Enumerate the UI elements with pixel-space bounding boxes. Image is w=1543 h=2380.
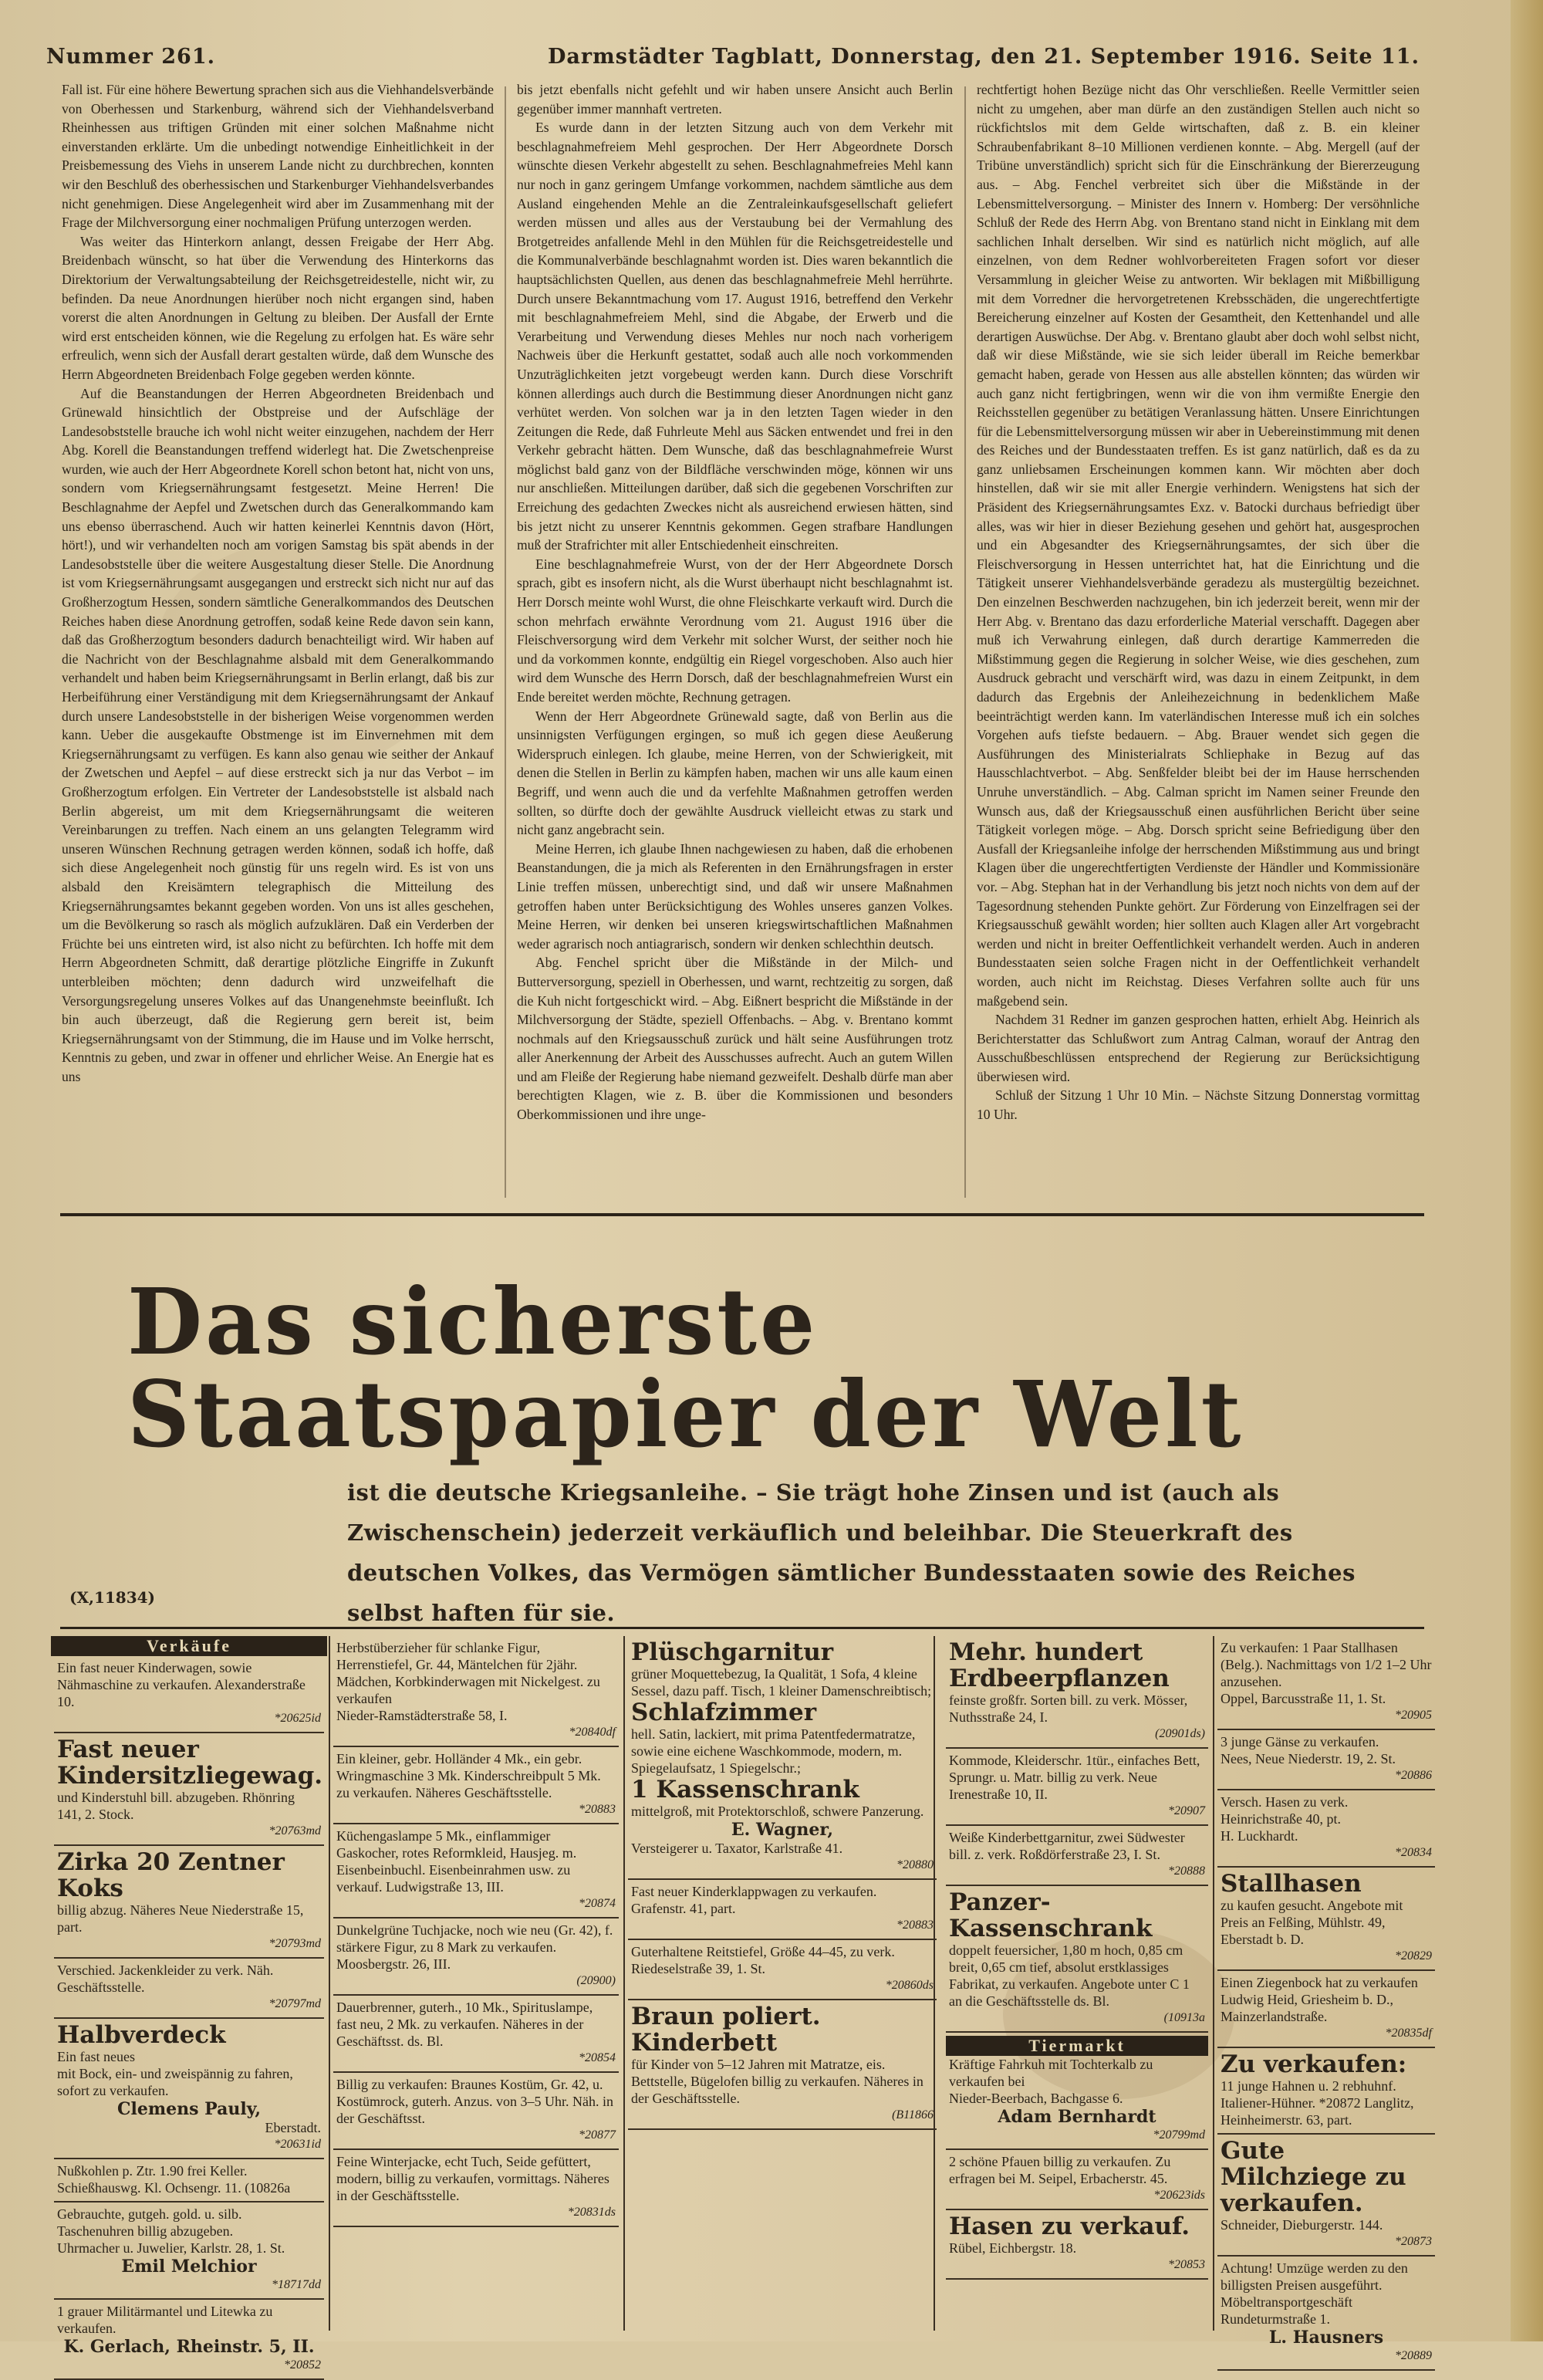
classified-code: *20797md [268, 1997, 321, 2010]
classified-ad [1217, 1868, 1435, 1971]
classified-ad [333, 1996, 619, 2073]
classified-text: Nieder-Ramstädterstraße 58, I. [336, 1708, 508, 1723]
classified-code: *20888 [1168, 1864, 1205, 1878]
ad-body-text: ist die deutsche Kriegsanleihe. – Sie trägt hohe Zinsen und ist (auch als Zwischenschein) jederzeit verkäuflich und beleihbar. Die Steuerkraft des deutschen Volkes, das Vermögen sämtlicher Bundesstaaten sowie des Reiches selbst haften für sie. [347, 1479, 1356, 1626]
classified-code: *20883 [896, 1919, 934, 1932]
classified-ad [946, 1749, 1208, 1826]
classified-text: Verschied. Jackenkleider zu verk. Näh. Geschäftsstelle. [57, 1962, 274, 1995]
classified-ad [628, 1636, 937, 1880]
column-rule [505, 86, 506, 1198]
ad-code: (X,11834) [69, 1588, 155, 1607]
classified-code: *20793md [268, 1937, 321, 1950]
classified-text: Dauerbrenner, guterh., 10 Mk., Spirituslampe, fast neu, 2 Mk. zu verkaufen. Näheres in der Geschäftsst. ds. Bl. [336, 2000, 593, 2049]
article-paragraph: Wenn der Herr Abgeordnete Grünewald sagte, daß von Berlin aus die unsinnigsten Verfügungen ergingen, so muß ich gegen diese Aeußerung Widerspruch einlegen. Ich glaube, meine Herren, von der Schwierigkeit, mit denen die Stellen in Berlin zu kämpfen haben, machen wir uns alle kaum einen Begriff, und wenn auch die und da verfehlte Maßnahmen getroffen werden sollten, so dürfte doch der gewählte Ausdruck vielleicht etwas zu stark und nicht ganz angebracht sein. [517, 708, 953, 838]
classified-text: Rübel, Eichbergstr. 18. [949, 2240, 1077, 2256]
classified-text: hell. Satin, lackiert, mit prima Patentfedermatratze, sowie eine eichene Waschkommode, modern, m. Spiegelaufsatz, 1 Spiegelschr.; [631, 1726, 916, 1776]
classified-headline: Plüschgarnitur [631, 1638, 834, 1666]
classified-ad [1217, 1730, 1435, 1790]
classified-advertiser: E. Wagner, [731, 1820, 834, 1840]
classified-text: Gebrauchte, gutgeh. gold. u. silb. Taschenuhren billig abzugeben. [57, 2206, 242, 2239]
article-paragraph: Eine beschlagnahmefreie Wurst, von der der Herr Abgeordnete Dorsch sprach, gibt es insofern nicht, als die Wurst überhaupt nicht beschlagnahmt ist. Herr Dorsch meinte wohl Wurst, die ohne Fleischkarte verkauft wird. Durch die schon mehrfach erwähnte Verordnung vom 21. August 1916 über die Fleischversorgung wird dem Verkehr mit solcher Wurst, der seither noch hie und da vorkommen konnte, endgültig ein Riegel vorgeschoben. Also auch hier wird dem Wunsche des Herrn Dorsch, daß der beschlagnahmefreien Wurst ein Ende bereitet werden möchte, Rechnung getragen. [517, 556, 953, 705]
classified-text: billig abzug. Näheres Neue Niederstraße 15, part. [57, 1902, 304, 1935]
classified-code: *20840df [569, 1726, 616, 1739]
classified-code: *20631id [274, 2138, 321, 2151]
classified-column-4 [946, 1636, 1208, 2331]
classified-text: Kommode, Kleiderschr. 1tür., einfaches Bett, Sprungr. u. Matr. billig zu verk. Neue Irenestraße 10, II. [949, 1753, 1200, 1802]
classified-text: feinste großfr. Sorten bill. zu verk. Mösser, Nuthsstraße 24, I. [949, 1692, 1188, 1725]
classified-text: Zu verkaufen: 1 Paar Stallhasen (Belg.). Nachmittags von 1/2 1–2 Uhr anzusehen. [1221, 1640, 1432, 1689]
classified-headline: Mehr. hundert Erdbeerpflanzen [949, 1638, 1170, 1692]
classified-headline: Schlafzimmer [631, 1699, 817, 1726]
newspaper-title-line: Darmstädter Tagblatt, Donnerstag, den 21. September 1916. [548, 45, 1302, 69]
classified-code: *20831ds [567, 2206, 616, 2219]
classified-code: *20625id [274, 1712, 321, 1725]
classified-ad [333, 1747, 619, 1824]
article-paragraph: Meine Herren, ich glaube Ihnen nachgewiesen zu haben, daß die erhobenen Beanstandungen, die ja mich als Referenten in den Ernährungsfragen in erster Linie treffen müssen, unberechtigt sind, und daß wir unsere Maßnahmen getroffen haben unter Berücksichtigung des Wohles unseres ganzen Volkes. Meine Herren, wir denken bei unseren kriegswirtschaftlichen Maßnahmen weder agrarisch noch antiagrarisch, sondern wir denken schlechthin deutsch. [517, 840, 953, 952]
classified-text: Dunkelgrüne Tuchjacke, noch wie neu (Gr. 42), f. stärkere Figur, zu 8 Mark zu verkaufen. Moosbergstr. 26, III. [336, 1922, 613, 1972]
classified-ad [333, 1824, 619, 1919]
classified-code: *20905 [1395, 1709, 1432, 1722]
classified-text: doppelt feuersicher, 1,80 m hoch, 0,85 cm breit, 0,65 cm tief, absolut erstklassiges Fabrikat, zu verkaufen. Angebote unter C 1 an die Geschäftsstelle ds. Bl. [949, 1942, 1190, 2009]
classified-code: *20874 [579, 1897, 616, 1910]
classified-code: *20799md [1153, 2128, 1205, 2142]
classified-text: Uhrmacher u. Juwelier, Karlstr. 28, 1. St. [57, 2240, 285, 2256]
classified-text: Fast neuer Kinderklappwagen zu verkaufen. Grafenstr. 41, part. [631, 1884, 877, 1916]
classified-text: 2 schöne Pfauen billig zu verkaufen. Zu erfragen bei M. Seipel, Erbacherstr. 45. [949, 2154, 1171, 2186]
article-column-3 [977, 80, 1420, 1207]
classified-code: *20623ids [1153, 2189, 1205, 2202]
article-paragraph: bis jetzt ebenfalls nicht gefehlt und wir haben unsere Ansicht auch Berlin gegenüber immer mannhaft vertreten. [517, 82, 953, 117]
classified-ads [54, 1636, 1435, 2372]
classified-code: *20835df [1385, 2027, 1432, 2040]
classified-column-5 [1217, 1636, 1435, 2362]
classified-text: grüner Moquettebezug, Ia Qualität, 1 Sofa, 4 kleine Sessel, dazu paff. Tisch, 1 kleiner Damenschreibtisch; [631, 1666, 932, 1699]
classified-ad [1217, 1971, 1435, 2048]
classified-ad [1217, 1636, 1435, 1730]
column-rule [1213, 1636, 1214, 2331]
article-paragraph: Was weiter das Hinterkorn anlangt, dessen Freigabe der Herr Abg. Breidenbach wünscht, so hat über die Verwendung des Hinterkorns das Direktorium der Verwaltungsabteilung der Reichsgetreidestelle, nicht wir, zu befinden. Da neue Anordnungen hierüber noch nicht ergangen sind, haben vorerst die alten Anordnungen in Geltung zu bleiben. Der Ausfall der Ernte wird erst entscheiden können, wie die Regelung zu erfolgen hat. Es wäre sehr erfreulich, wenn sich der Ausfall derart gestalten würde, daß dem Wunsche des Herrn Abgeordneten Breidenbach Folge gegeben werden könnte. [62, 233, 494, 382]
classified-text: Ein kleiner, gebr. Holländer 4 Mk., ein gebr. Wringmaschine 3 Mk. Kinderschreibpult 5 Mk. zu verkaufen. Näheres Geschäftsstelle. [336, 1751, 601, 1800]
classified-text: Achtung! Umzüge werden zu den billigsten Preisen ausgeführt. [1221, 2260, 1408, 2293]
classified-text: und Kinderstuhl bill. abzugeben. Rhönring 141, 2. Stock. [57, 1790, 295, 1822]
section-divider [60, 1213, 1424, 1216]
classified-code: (10913a [1163, 2011, 1205, 2024]
article-paragraph: Schluß der Sitzung 1 Uhr 10 Min. – Nächste Sitzung Donnerstag vormittag 10 Uhr. [977, 1087, 1420, 1123]
classified-ad [54, 1656, 324, 1733]
article-paragraph: Fall ist. Für eine höhere Bewertung sprachen sich aus die Viehhandelsverbände von Oberhessen und Starkenburg, während sich der Viehhandelsverband Rheinhessen aus triftigen Gründen mit einer solchen Maßnahme nicht einverstanden erklärte. Um die unbedingt notwendige Einheitlichkeit in der Preisbemessung des Viehs in unserem Lande nicht zu durchbrechen, konnten wir den Beschluß des oberhessischen und Starkenburger Viehhandelsverbandes nicht genehmigen. Diese Angelegenheit wird aber im Zusammenhang mit der Frage der Milchversorgung einer nochmaligen Prüfung unterzogen werden. [62, 82, 494, 231]
classified-code: *20854 [579, 2051, 616, 2064]
classified-headline: Gute Milchziege zu verkaufen. [1221, 2137, 1406, 2217]
classified-headline: Stallhasen [1221, 1870, 1362, 1898]
classified-ad [54, 2300, 324, 2380]
classified-code: *20852 [284, 2358, 321, 2372]
classified-ad [54, 2019, 324, 2159]
classified-text: Versteigerer u. Taxator, Karlstraße 41. [631, 1841, 843, 1856]
classified-ad [628, 1880, 937, 1940]
page-number: Seite 11. [1310, 45, 1420, 69]
classified-place: Eberstadt. [265, 2120, 321, 2135]
classified-text: 3 junge Gänse zu verkaufen. [1221, 1734, 1379, 1750]
classified-advertiser: K. Gerlach, Rheinstr. 5, II. [63, 2337, 315, 2357]
classified-text: mittelgroß, mit Protektorschloß, schwere Panzerung. [631, 1804, 924, 1819]
column-rule [934, 1636, 935, 2331]
classified-text: Versch. Hasen zu verk. Heinrichstraße 40, pt. [1221, 1794, 1349, 1827]
article-paragraph: Es wurde dann in der letzten Sitzung auch von dem Verkehr mit beschlagnahmefreiem Mehl gesprochen. Der Herr Abgeordnete Dorsch wünschte diesen Verkehr abgestellt zu sehen. Beschlagnahmefreies Mehl kann nur noch in ganz geringem Umfange vorkommen, nachdem sämtliche aus dem Ausland eingehenden Mehle an die Zentraleinkaufsgesellschaft geliefert werden müssen und alles aus der Verstaubung bei der Vermahlung des Brotgetreides anfallende Mehl in den Mühlen für die Reichsgetreidestelle und die Kommunalverbände beschlagnahmt worden ist. Dies waren bekanntlich die hauptsächlichsten Quellen, aus denen das beschlagnahmefreie Mehl herrührte. Durch unsere Bekanntmachung vom 17. August 1916, betreffend den Verkehr mit beschlagnahmefreiem Mehl, sind die Abgabe, der Erwerb und die Verarbeitung und Verwendung dieses Mehles nur noch nach vorherigem Nachweis über die Herkunft gestattet, sodaß auch alle noch vorkommenden Unzuträglichkeiten jetzt vorgebeugt werden kann. Durch diese Vorschrift können allerdings auch durch die Bestimmung dieser Anordnungen nicht ganz verhütet werden. Von solchen war ja in den letzten Tagen wieder in den Zeitungen die Rede, daß Fuhrleute Mehl aus Säcken entwendet und frei in den Verkehr gebracht hätten. Dem Wunsche, daß das beschlagnahmefreie Wurst möglichst bald ganz von der Bildfläche verschwinden möge, können wir uns nur anschließen. Mitteilungen darüber, daß sich die gegebenen Vorschriften zur Erreichung des gedachten Zweckes nicht als ausreichend erwiesen hätten, sind bis jetzt nicht zu unserer Kenntnis gekommen. Gegen strafbare Handlungen muß der Strafrichter mit aller Entschiedenheit einschreiten. [517, 120, 953, 553]
classified-code: *20883 [579, 1803, 616, 1816]
classified-code: *20873 [1395, 2235, 1432, 2248]
classified-column-2 [333, 1636, 619, 2331]
classified-ad [54, 1959, 324, 2019]
classified-code: *20834 [1395, 1846, 1432, 1859]
classified-headline: Fast neuer Kindersitzliegewag. [57, 1736, 323, 1790]
classified-text: mit Bock, ein- und zweispännig zu fahren, sofort zu verkaufen. [57, 2066, 293, 2098]
classified-ad [54, 2203, 324, 2300]
classified-ad [1217, 2257, 1435, 2371]
classified-code: *20880 [896, 1858, 934, 1871]
war-bond-advertisement [62, 1225, 1420, 1626]
column-rule [964, 86, 966, 1198]
classified-ad [946, 1886, 1208, 2033]
classified-code: *20907 [1168, 1804, 1205, 1817]
classified-ad [628, 2000, 937, 2130]
classified-advertiser: Adam Bernhardt [998, 2107, 1156, 2127]
page-edge [1511, 0, 1543, 2341]
article-paragraph: Auf die Beanstandungen der Herren Abgeordneten Breidenbach und Grünewald hinsichtlich der Obstpreise und der Aufschläge der Landesobststelle brauche ich wohl nicht weiter einzugehen, nachdem der Herr Abg. Korell die Beanstandungen treffend widerlegt hat. Die Zwetschenpreise wurden, wie auch der Herr Abgeordnete Korell schon betont hat, nicht von uns, sondern vom Kriegsernährungsamt festgesetzt. Meine Herren! Die Beschlagnahme der Aepfel und Zwetschen durch das Generalkommando kam uns ebenso überraschend. Auch wir hatten keinerlei Kenntnis davon (Hört, hört!), und wir verhandelten noch am vorigen Samstag bis spät abends in der Landesobststelle über die weitere Ausgestaltung dieser Stelle. Die Anordnung ist vom Kriegsernährungsamt ausgegangen und erstreckt sich nicht nur auf das Großherzogtum Hessen, sondern sämtliche Generalkommandos des Deutschen Reiches haben diese Anordnung getroffen, sodaß keine Rede davon sein kann, daß das Großherzogtum besonders dadurch benachteiligt wird. Wir haben auf die Nachricht von der Beschlagnahme alsbald mit dem Generalkommando verhandelt und haben beim Kriegsernährungsamt in Berlin erlangt, daß bis zur Herbeiführung einer Verständigung mit dem Kriegsernährungsamt der Ankauf durch unsere Landesobststelle in der bisherigen Weise vorgenommen werden kann. Ueber die ausgekaufte Obstmenge ist im Einvernehmen mit dem Kriegsernährungsamt zu verfügen. Es kann also genau wie seither der Ankauf der Zwetschen und Aepfel – auf diese erstreckt sich ja nur das Verbot – im Großherzogtum erfolgen. Ein Vertreter der Landesobststelle ist alsbald nach Berlin abgereist, um mit dem Kriegsernährungsamt die weiteren Vereinbarungen zu treffen. Nach einem an uns gelangten Telegramm wird unseren Wünschen Rechnung getragen werden können, sodaß ich hoffe, daß sich diese Angelegenheit noch günstig für uns regeln wird. Es ist von uns alsbald den Kreisämtern telegraphisch die Mitteilung des Kriegsernährungsamtes bekannt gegeben worden. Von uns ist alles geschehen, um die Bevölkerung so rasch als möglich aufzuklären. Daß ein Verderben der Früchte bei uns eintreten wird, ist also nicht zu befürchten. Ich hoffe mit dem Herrn Abgeordneten Schmitt, daß derartige plötzliche Eingriffe in Zukunft unterbleiben möchten; denn dadurch wird unzweifelhaft die Versorgungsregelung unseres Volkes auf das Unangenehmste beeinflußt. Ich bin auch überzeugt, daß die Regierung gern bereit ist, beim Kriegsernährungsamt von der Stimmung, die im Hause und im Volke herrscht, Kenntnis zu geben, und zwar in offener und ehrlicher Weise. An Energie hat es uns [62, 385, 494, 1084]
classified-ad [1217, 2135, 1435, 2257]
article-paragraph: Nachdem 31 Redner im ganzen gesprochen hatten, erhielt Abg. Heinrich als Berichterstatter das Schlußwort zum Antrag Calman, worauf der Antrag den Ausschußbeschlüssen entsprechend der Regierung zur Berücksichtigung überwiesen wird. [977, 1012, 1420, 1084]
classified-code: *18717dd [272, 2278, 321, 2291]
classified-headline: Braun poliert. Kinderbett [631, 2003, 821, 2057]
classified-code: *20889 [1395, 2349, 1432, 2362]
classified-text: 11 junge Hahnen u. 2 rebhuhnf. Italiener-Hühner. *20872 Langlitz, Heinheimerstr. 63, part. [1221, 2078, 1414, 2128]
section-divider [60, 1627, 1424, 1629]
classified-headline: Zirka 20 Zentner Koks [57, 1848, 285, 1902]
classified-code: *20877 [579, 2128, 616, 2142]
classified-text: Feine Winterjacke, echt Tuch, Seide gefüttert, modern, billig zu verkaufen, vormittags. Näheres in der Geschäftsstelle. [336, 2154, 609, 2203]
classified-ad [628, 1940, 937, 2000]
classified-ad [946, 2150, 1208, 2210]
classified-text: Schneider, Dieburgerstr. 144. [1221, 2217, 1383, 2233]
classified-text: zu kaufen gesucht. Angebote mit Preis an Felßing, Mühlstr. 49, Eberstadt b. D. [1221, 1898, 1403, 1947]
classified-text: Nußkohlen p. Ztr. 1.90 frei Keller. Schießhauswg. Kl. Ochsengr. 11. (10826a [57, 2163, 291, 2196]
classified-code: *20763md [268, 1824, 321, 1837]
issue-number: Nummer 261. [46, 45, 216, 69]
column-rule [623, 1636, 625, 2331]
classified-ad [54, 1846, 324, 1959]
classified-ad [333, 1636, 619, 1747]
classified-ad [333, 2150, 619, 2227]
classified-code: (B11866 [892, 2108, 934, 2121]
classified-code: *20853 [1168, 2258, 1205, 2271]
classified-code: (20901ds) [1155, 1727, 1205, 1740]
classified-code: *20829 [1395, 1949, 1432, 1962]
article-paragraph: rechtfertigt hohen Bezüge nicht das Ohr verschließen. Reelle Vermittler seien nicht zu umgehen, aber man dürfe an den zuständigen Stellen auch nicht so rückfichtslos mit dem Gelde wirtschaften, daß z. B. ein kleiner Schraubenfabrikant 8–10 Millionen verdienen konnte. – Abg. Mergell (auf der Tribüne unverständlich) spricht sich für die Einschränkung der Biererzeugung aus. – Abg. Fenchel verbreitet sich über die Mißstände in der Lebensmittelversorgung. – Minister des Innern v. Homberg: Der versöhnliche Schluß der Rede des Herrn Abg. von Brentano stand nicht in Einklang mit dem sachlichen Inhalt derselben. Wir sind es natürlich nicht möglich, auf alle einzelnen, von dem Redner wohlvorbereiteten Fragen sofort vor dieser Versammlung in gleicher Weise zu antworten. Wir beklagen mit Mißbilligung mit dem Vorredner die hervorgetretenen Krebsschäden, die ungerechtfertigte Bereicherung einzelner auf Kosten der Gesamtheit, den Kettenhandel und alle derartigen Auswüchse. Der Abg. v. Brentano glaubt aber doch wohl selbst nicht, daß wir diese Mißstände, wie sie sich leider überall im Reiche bemerkbar gemacht haben, gerade von Hessen aus alle abstellen könnten; das würden wir auch ganz nicht fertigbringen, wenn wir die von ihm vermißte Energie den Reichsstellen gegenüber zu betätigen Veranlassung hätten. Unsere Einrichtungen für die Lebensmittelversorgung müssen wir aber in Uebereinstimmung mit denen des Reiches und der Bundesstaaten treffen. Es ist ganz natürlich, daß es da zu ganz unliebsamen Erscheinungen kommen kann. Wir möchten aber doch hinstellen, daß wir sie mit aller Energie verhindern. Wenigstens hat sich der Präsident des Kriegsernährungsamtes Exz. v. Batocki durchaus befriedigt über alles, was wir hier in dieser Beziehung gesehen und gehört hat, ausgesprochen und ein Abgesandter des Kriegsernährungsamtes, der sich über die Fleischversorgung in Hessen unterrichtet hat, hat die Einrichtung und die Tätigkeit unserer Viehhandelsverbände geradezu als mustergültig bezeichnet. Den einzelnen Beschwerden nachzugehen, bin ich jederzeit bereit, wenn mir der Herr Abg. v. Brentano das dazu erforderliche Material verschafft. Dagegen aber muß ich Verwahrung einlegen, daß durch derartige Kammerreden die Mißstimmung gegen die Regierung in solcher Weise, wie dies geschehen, zum Ausdruck gebracht und verschärft wird, was dazu in einem Zeitpunkt, in dem dadurch das Ergebnis der Anleihezeichnung in bedenklichem Maße beeinträchtigt werden kann. Im vaterländischen Interesse muß ich ein solches Vorgehen aufs tiefste bedauern. – Abg. Brauer wendet sich gegen die Ausführungen des Ministerialrats Schliephake in Bezug auf das Hausschlachtverbot. – Abg. Senßfelder bleibt bei der im Hause herrschenden Unruhe unverständlich. – Abg. Calman spricht im Namen seiner Freunde den Wunsch aus, daß der Kriegsausschuß einen ausführlichen Bericht über seine Tätigkeit vorlegen möge. – Abg. Dorsch spricht seine Befriedigung über den Ausfall der Kriegsanleihe infolge der herrschenden Mißstimmung aus und bringt Klagen über die ungerechtfertigten Verdienste der Händler und Kommissionäre vor. – Abg. Stephan hat in der Verhandlung bis jetzt noch nichts von dem auf der Tagesordnung stehenden Punkte gehört. Zur Förderung von Einzelfragen sei der Kriegsausschuß gewählt worden; hier sollten auch Klagen aller Art vorgebracht werden und nicht in breiter Oeffentlichkeit verhandelt werden. Auch in anderen Bundesstaaten seien solche Fragen nicht in der Oeffentlichkeit verhandelt worden, auch nicht im Reichstag. Dieses Verfahren sollte auch für uns maßgebend sein. [977, 82, 1420, 1009]
ad-headline-line-1: Das sicherste [127, 1269, 819, 1376]
classified-text: Küchengaslampe 5 Mk., einflammiger Gaskocher, rotes Reformkleid, Hausjeg. m. Eisenbeinbuchl. Eisenbeinrahmen usw. zu verkauf. Ludwigstraße 13, III. [336, 1828, 577, 1895]
ad-headline-line-2: Staatspapier der Welt [127, 1361, 1244, 1469]
classified-headline: Panzer-Kassenschrank [949, 1888, 1153, 1942]
classified-text: Nieder-Beerbach, Bachgasse 6. [949, 2091, 1123, 2106]
page-header [46, 45, 1420, 76]
classified-text: Nees, Neue Niederstr. 19, 2. St. [1221, 1751, 1396, 1766]
article-column-2 [517, 80, 953, 1207]
classified-code: *20886 [1395, 1769, 1432, 1782]
classified-text: 1 grauer Militärmantel und Litewka zu verkaufen. [57, 2304, 273, 2336]
classified-text: Herbstüberzieher für schlanke Figur, Herrenstiefel, Gr. 44, Mäntelchen für 2jähr. Mädchen, Korbkinderwagen mit Nickelgest. zu verkaufen [336, 1640, 600, 1706]
classified-text: Ein fast neuer Kinderwagen, sowie Nähmaschine zu verkaufen. Alexanderstraße 10. [57, 1660, 306, 1709]
classified-ad [54, 1733, 324, 1846]
classified-ad [333, 2073, 619, 2150]
classified-advertiser: L. Hausners [1268, 2328, 1384, 2348]
classified-ad [1217, 1790, 1435, 1868]
classified-column-3 [628, 1636, 937, 2331]
classified-text: Einen Ziegenbock hat zu verkaufen Ludwig Heid, Griesheim b. D., Mainzerlandstraße. [1221, 1975, 1418, 2024]
classified-text: H. Luckhardt. [1221, 1828, 1298, 1844]
classified-code: *20860ds [885, 1979, 934, 1992]
classified-ad [54, 2159, 324, 2203]
classified-section-header: Verkäufe [51, 1636, 327, 1656]
classified-text: Oppel, Barcusstraße 11, 1. St. [1221, 1691, 1386, 1706]
classified-ad [946, 1826, 1208, 1886]
article-paragraph: Abg. Fenchel spricht über die Mißstände in der Milch- und Butterversorgung, speziell in Oberhessen, und warnt, rechtzeitig zu sorgen, daß die Kuh nicht fortgeschickt wird. – Abg. Eißnert bespricht die Mißstände in der Milchversorgung der Städte, speziell Offenbachs. – Abg. v. Brentano kommt nochmals auf den Kriegsausschuß zurück und hält seine Ausführungen trotz aller Anerkennung der Arbeit des Ausschusses aufrecht. Auch an gutem Willen und am Fleiße der Regierung habe niemand gezweifelt. Deshalb dürfe man aber berechtigten Klagen, wie z. B. über die Kommissionen und besonders Oberkommissionen und ihre unge- [517, 955, 953, 1123]
classified-text: Billig zu verkaufen: Braunes Kostüm, Gr. 42, u. Kostümrock, guterh. Anzus. von 3–5 Uhr. Näh. in der Geschäftsst. [336, 2077, 613, 2126]
article-columns [62, 80, 1420, 1207]
column-rule [329, 1636, 330, 2331]
classified-text: Möbeltransportgeschäft Rundeturmstraße 1. [1221, 2294, 1352, 2327]
classified-headline: 1 Kassenschrank [631, 1776, 859, 1804]
classified-text: Weiße Kinderbettgarnitur, zwei Südwester bill. z. verk. Roßdörferstraße 23, I. St. [949, 1830, 1185, 1862]
classified-section-header: Tiermarkt [946, 2036, 1208, 2056]
article-column-1 [62, 80, 494, 1207]
classified-ad [946, 1636, 1208, 1749]
classified-headline: Hasen zu verkauf. [949, 2213, 1190, 2240]
classified-text: Guterhaltene Reitstiefel, Größe 44–45, zu verk. Riedeselstraße 39, 1. St. [631, 1944, 895, 1976]
classified-advertiser: Clemens Pauly, [116, 2099, 262, 2119]
classified-ad [946, 2210, 1208, 2280]
classified-ad [946, 2033, 1208, 2150]
classified-text: Kräftige Fahrkuh mit Tochterkalb zu verkaufen bei [949, 2057, 1153, 2089]
classified-ad [1217, 2048, 1435, 2135]
classified-text: Ein fast neues [57, 2049, 135, 2064]
classified-headline: Zu verkaufen: [1221, 2050, 1407, 2078]
classified-code: (20900) [576, 1974, 616, 1987]
classified-advertiser: Emil Melchior [121, 2257, 257, 2277]
classified-headline: Halbverdeck [57, 2021, 226, 2049]
classified-ad [333, 1919, 619, 1996]
classified-text: für Kinder von 5–12 Jahren mit Matratze, eis. Bettstelle, Bügelofen billig zu verkaufen. Näheres in der Geschäftsstelle. [631, 2057, 923, 2106]
classified-column-1 [54, 1636, 324, 2372]
